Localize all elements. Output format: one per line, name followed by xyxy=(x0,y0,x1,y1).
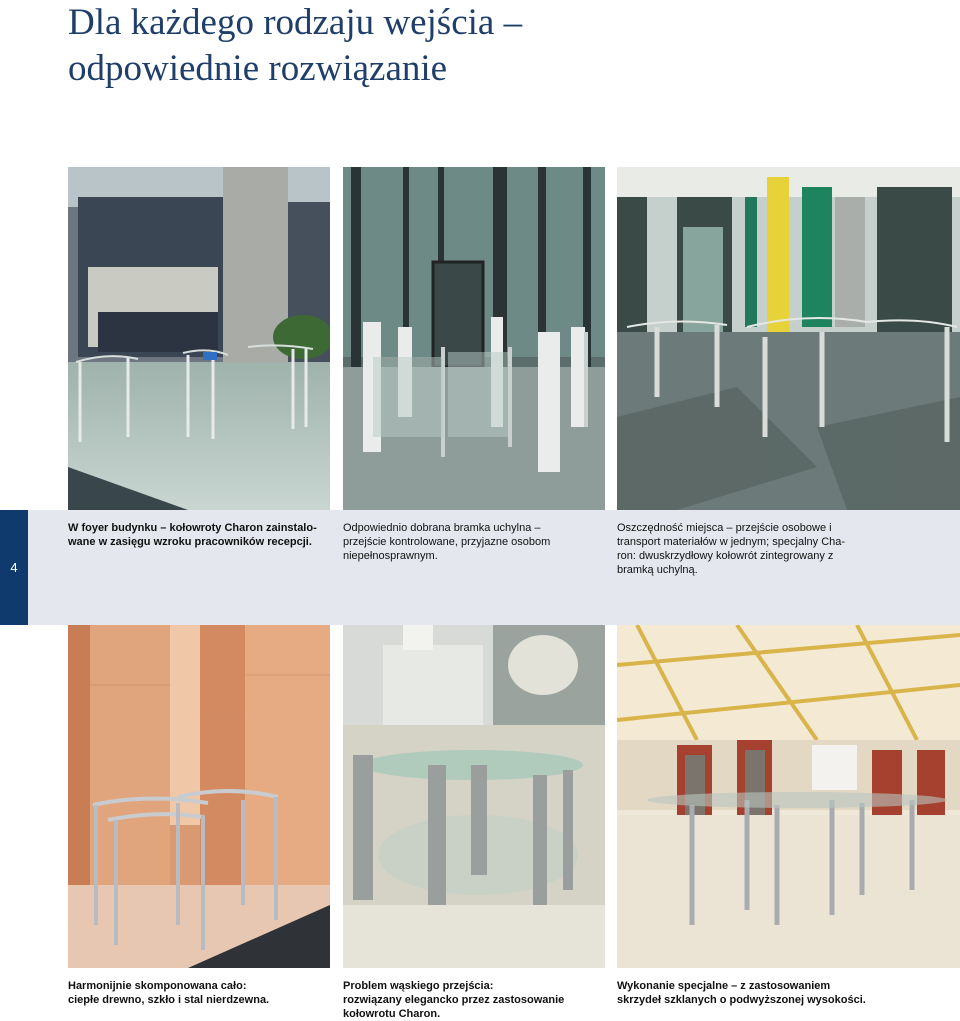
caption-line: Odpowiednio dobrana bramka uchylna – xyxy=(343,522,541,534)
page-title xyxy=(68,0,522,92)
caption-line: Wykonanie specjalne – z zastosowaniem xyxy=(617,980,831,992)
photo-swing-gate xyxy=(343,167,605,510)
caption-wood-interior xyxy=(68,979,330,1007)
caption-glass-turnstile xyxy=(343,979,605,1021)
photo-glass-turnstile xyxy=(343,625,605,968)
caption-line: transport materiałów w jednym; specjalny Cha- xyxy=(617,536,846,548)
caption-line: skrzydeł szklanych o podwyższonej wysokości. xyxy=(617,994,866,1006)
caption-line: Problem wąskiego przejścia: xyxy=(343,980,494,992)
caption-line: Harmonijnie skomponowana cało: xyxy=(68,980,247,992)
caption-line: wane w zasięgu wzroku pracowników recepcji. xyxy=(68,536,312,548)
caption-swing-gate xyxy=(343,521,605,563)
caption-line: bramką uchylną. xyxy=(617,564,698,576)
photo-elevator-lobby xyxy=(617,625,960,968)
caption-line: niepełnosprawnym. xyxy=(343,550,438,562)
page-title-line-2: odpowiednie rozwiązanie xyxy=(68,48,448,89)
caption-line: przejście kontrolowane, przyjazne osobom xyxy=(343,536,551,548)
page-title-line-1: Dla każdego rodzaju wejścia – xyxy=(68,2,523,43)
page-number: 4 xyxy=(10,560,18,575)
caption-line: ciepłe drewno, szkło i stal nierdzewna. xyxy=(68,994,270,1006)
photo-wood-interior xyxy=(68,625,330,968)
page-number-tab xyxy=(0,510,28,625)
caption-line: ron: dwuskrzydłowy kołowrót zintegrowany z xyxy=(617,550,834,562)
caption-line: kołowrotu Charon. xyxy=(343,1008,441,1020)
caption-combined-gate xyxy=(617,521,917,577)
caption-elevator-lobby xyxy=(617,979,947,1007)
caption-line: W foyer budynku – kołowroty Charon zainstalo- xyxy=(68,522,317,534)
photo-foyer-turnstiles xyxy=(68,167,330,510)
photo-combined-gate xyxy=(617,167,960,510)
caption-foyer-turnstiles xyxy=(68,521,330,549)
caption-line: Oszczędność miejsca – przejście osobowe i xyxy=(617,522,832,534)
caption-line: rozwiązany elegancko przez zastosowanie xyxy=(343,994,565,1006)
